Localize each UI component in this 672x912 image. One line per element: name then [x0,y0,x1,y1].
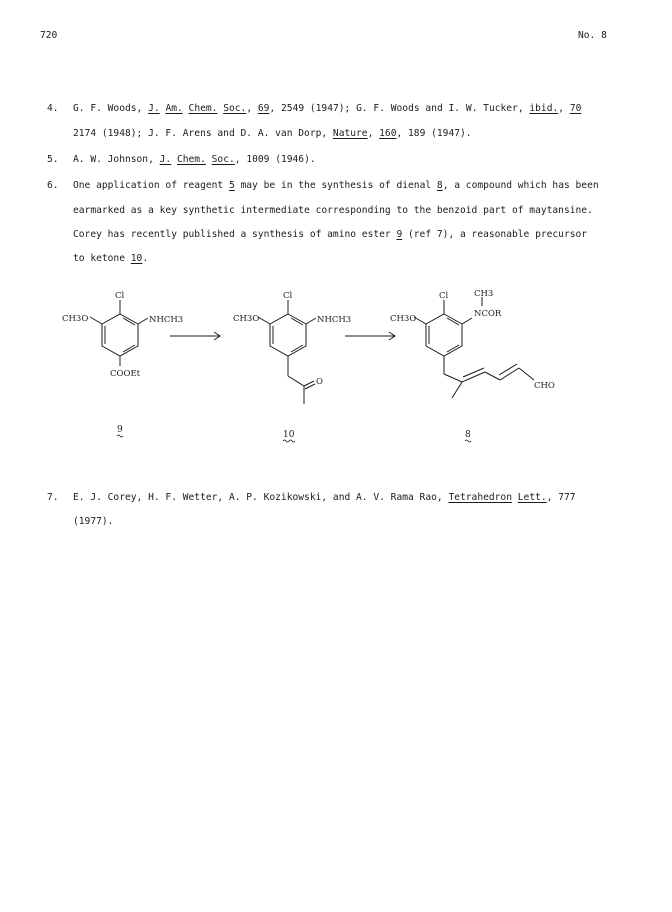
reference-number: 5. [47,154,59,165]
aldehyde-label: CHO [534,381,555,391]
text-run: (1977). [73,516,114,527]
text-run: , 189 (1947). [396,128,472,139]
reference-line [73,253,148,264]
compound-label: 9 [117,425,123,435]
text-run: (ref 7), a reasonable precursor [402,229,588,240]
n-methyl-label: CH3 [474,289,494,299]
text-run: G. F. Woods, [73,103,149,114]
text-run: , a compound which has been [442,180,599,191]
text-run: A. W. Johnson, [73,154,160,165]
text-run: 2174 (1948); J. F. Arens and D. A. van Dorp, [73,128,333,139]
reference-line [73,516,113,527]
reference-number: 4. [47,103,59,114]
ester-label: COOEt [110,369,141,379]
underlined-text: 160 [379,128,397,139]
underlined-text: 8 [436,180,443,191]
ketone-oxygen-label: O [316,377,323,387]
text-run: . [142,253,149,264]
reference-number: 6. [47,180,59,191]
text-run: to ketone [73,253,131,264]
reference-line [73,229,587,240]
text-run: , 1009 (1946). [234,154,316,165]
compound-label: 10 [283,430,295,440]
issue-number: No. 8 [578,30,607,41]
text-run: , 2549 (1947); G. F. Woods and I. W. Tucker, [269,103,530,114]
page-number: 720 [40,30,58,41]
underlined-text: J. [159,154,172,165]
reference-line [73,103,581,114]
text-run: , [558,103,570,114]
text-run: Corey has recently published a synthesis of amino ester [73,229,397,240]
methoxy-label: CH3O [62,314,89,324]
underlined-text: Tetrahedron [448,492,512,503]
reference-line [73,154,316,165]
underlined-text: Chem. [176,154,206,165]
compound-label: 8 [465,430,471,440]
underlined-text: 70 [569,103,582,114]
reference-line [73,492,576,503]
amine-label: NHCH3 [317,315,352,325]
underlined-text: 69 [257,103,270,114]
cl-label: Cl [115,291,125,301]
underlined-text: Chem. [188,103,218,114]
methoxy-label: CH3O [390,314,417,324]
text-run: One application of reagent [73,180,229,191]
underlined-text: Lett. [517,492,547,503]
reference-line [73,205,593,216]
reference-line [73,128,472,139]
underlined-text: Soc. [223,103,247,114]
text-run: E. J. Corey, H. F. Wetter, A. P. Kozikowski, and A. V. Rama Rao, [73,492,449,503]
underlined-text: Nature [332,128,368,139]
underlined-text: Am. [165,103,183,114]
text-run: , 777 [546,492,576,503]
cl-label: Cl [283,291,293,301]
reference-number: 7. [47,492,59,503]
text-run: , [246,103,258,114]
text-run: , [367,128,380,139]
amine-label: NHCH3 [149,315,184,325]
methoxy-label: CH3O [233,314,260,324]
reference-line [73,180,599,191]
amide-label: NCOR [474,309,502,319]
underlined-text: ibid. [529,103,559,114]
underlined-text: Soc. [211,154,235,165]
reaction-scheme [0,280,672,460]
underlined-text: 9 [396,229,403,240]
cl-label: Cl [439,291,449,301]
underlined-text: J. [148,103,160,114]
text-run: earmarked as a key synthetic intermediate corresponding to the benzoid part of maytansine. [73,205,593,216]
underlined-text: 5 [228,180,235,191]
underlined-text: 10 [130,253,143,264]
text-run: may be in the synthesis of dienal [234,180,437,191]
